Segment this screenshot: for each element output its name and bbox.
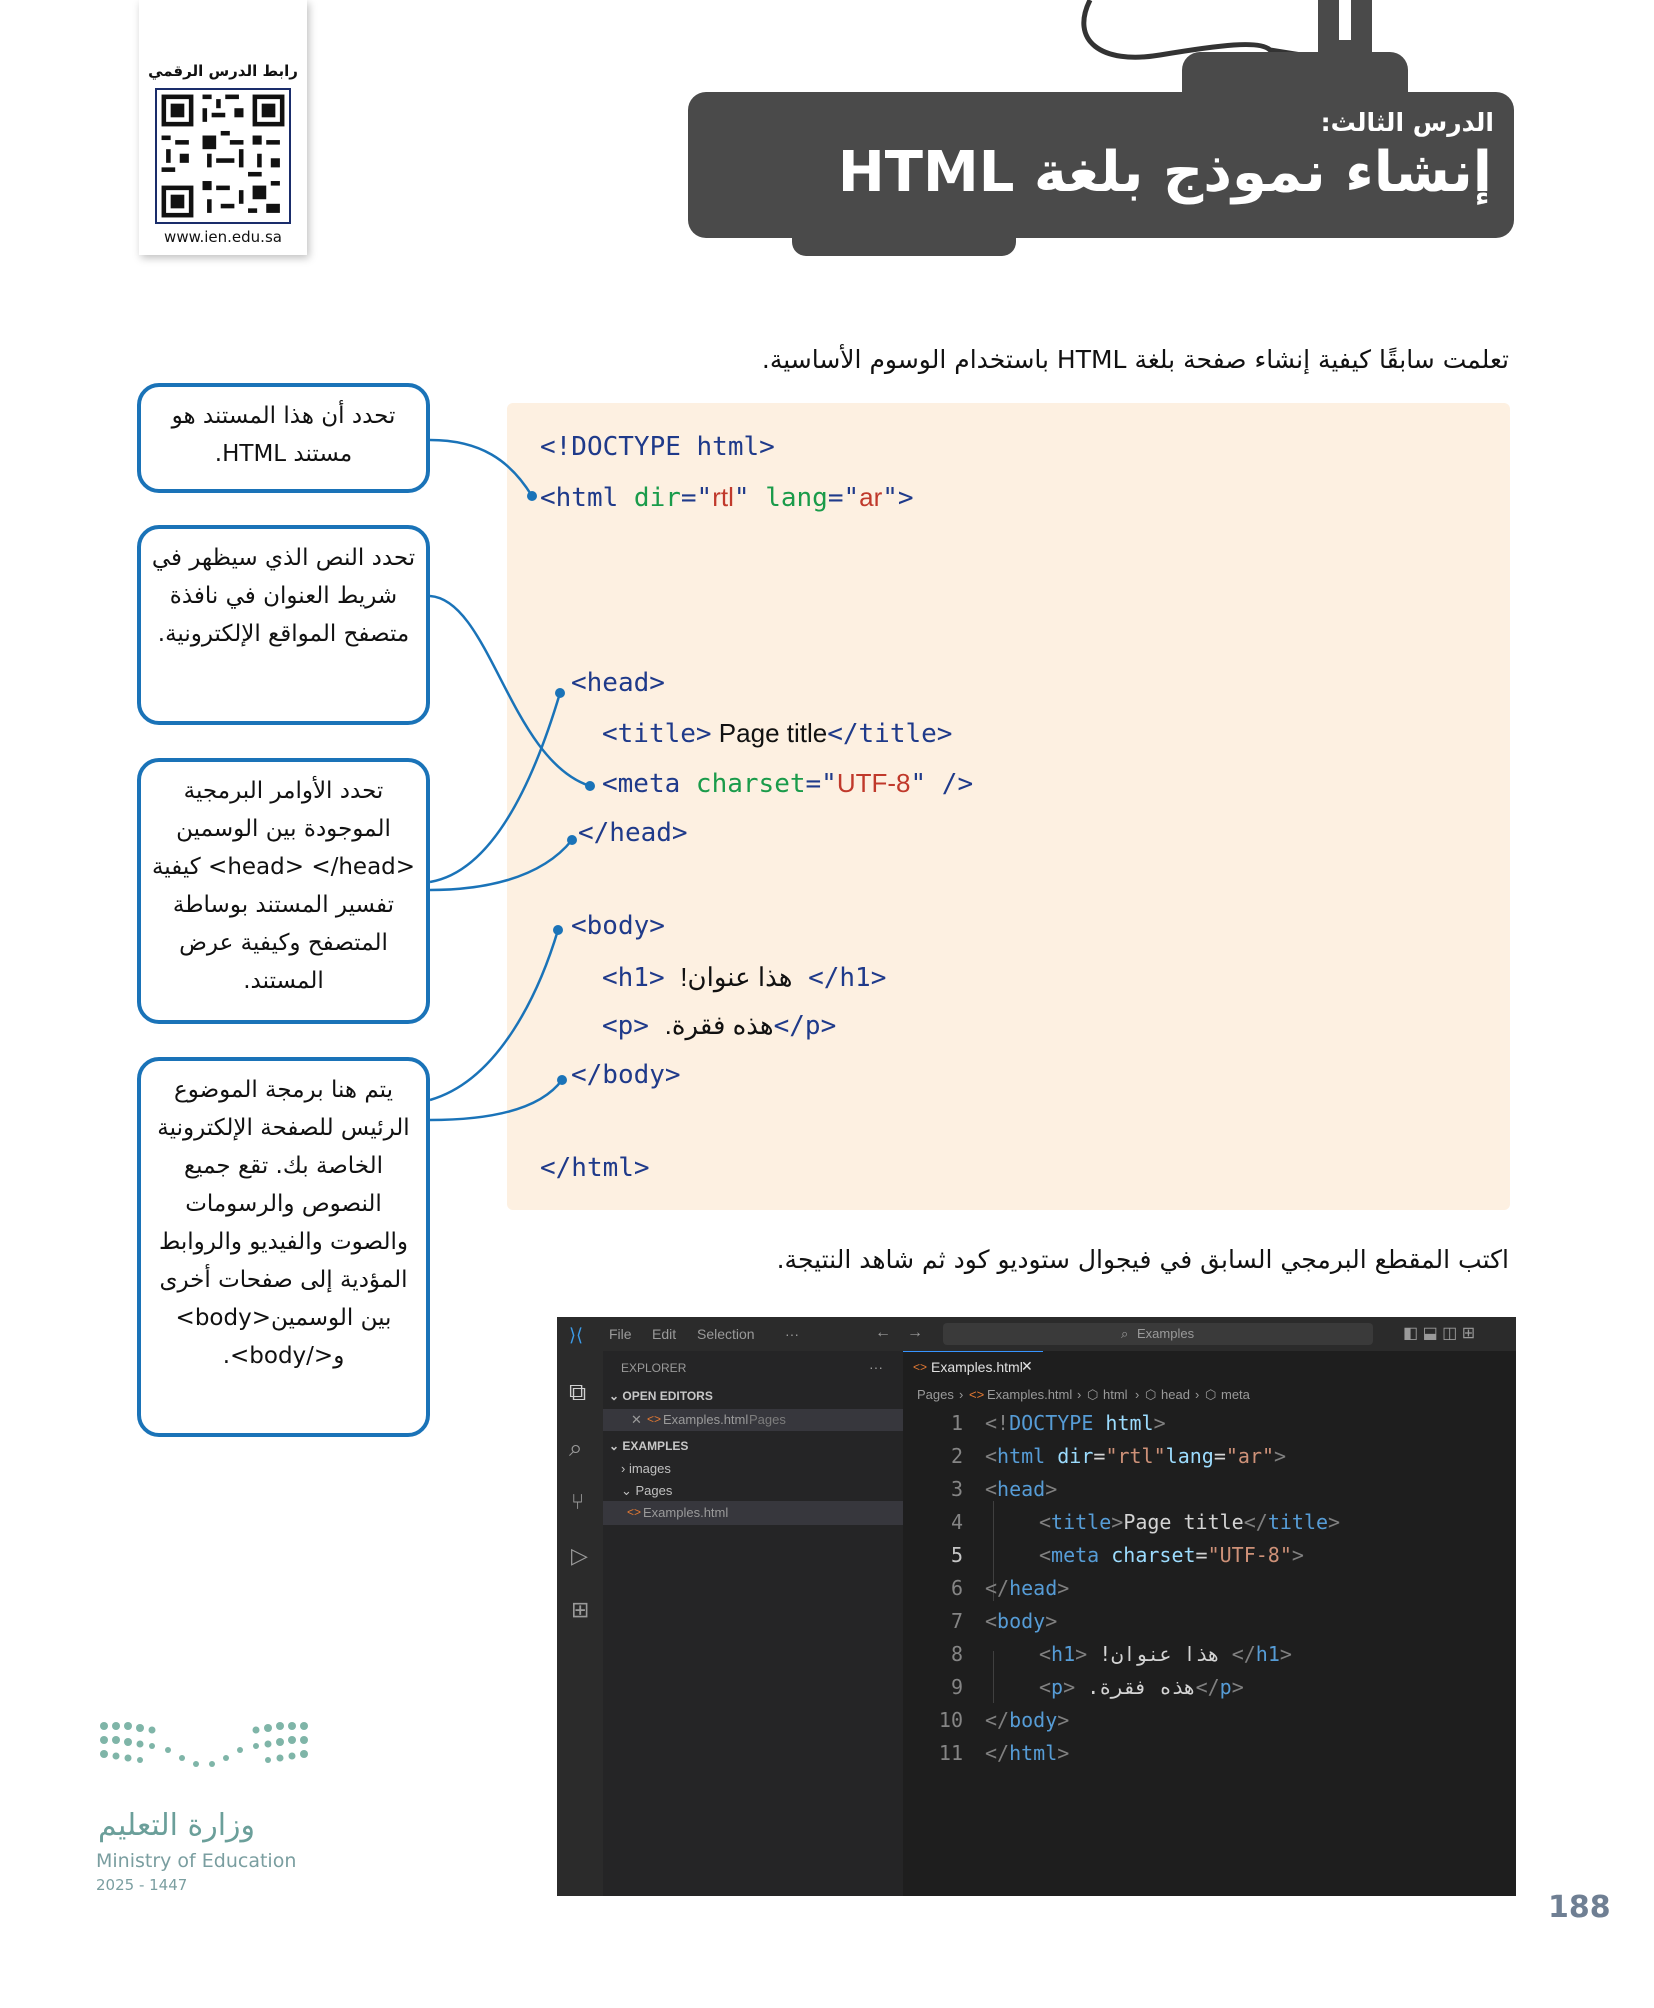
search-sidebar-icon[interactable]: ⌕: [569, 1435, 583, 1462]
menu-selection[interactable]: Selection: [697, 1326, 755, 1342]
breadcrumb-item[interactable]: Pages: [917, 1387, 954, 1402]
open-editor-item[interactable]: [603, 1409, 903, 1431]
forward-arrow-icon[interactable]: →: [907, 1324, 923, 1341]
explorer-icon[interactable]: ⧉: [569, 1379, 587, 1406]
menu-more[interactable]: ···: [785, 1326, 799, 1342]
tab-close-icon[interactable]: ✕: [1021, 1358, 1033, 1374]
element-icon: ⬡: [1145, 1387, 1157, 1402]
menu-file[interactable]: File: [609, 1326, 632, 1342]
code-line-5: <meta charset="UTF-8" />: [602, 768, 974, 799]
html-file-icon: <>: [969, 1387, 985, 1402]
ministry-logo-icon: [98, 1720, 310, 1780]
line-number: 7: [950, 1609, 963, 1633]
vscode-titlebar: [557, 1317, 1516, 1351]
layout-icons[interactable]: ◧ ⬓ ◫ ⊞: [1403, 1325, 1476, 1342]
open-file-folder: Pages: [749, 1412, 786, 1427]
ministry-name-ar: وزارة التعليم: [98, 1808, 256, 1843]
code-line-10: </body>: [571, 1060, 681, 1090]
explorer-more-icon[interactable]: ···: [869, 1359, 883, 1375]
editor-line-1[interactable]: <!DOCTYPE html>: [985, 1411, 1166, 1435]
breadcrumb-sep: ›: [1195, 1387, 1200, 1402]
instruction-text: اكتب المقطع البرمجي السابق في فيجوال ستوديو كود ثم شاهد النتيجة.: [776, 1245, 1509, 1274]
qr-caption: رابط الدرس الرقمي: [148, 62, 298, 80]
search-label: Examples: [1137, 1326, 1195, 1341]
editor-line-3[interactable]: <head>: [985, 1477, 1058, 1501]
explorer-title: EXPLORER: [621, 1361, 687, 1375]
file-examples-item[interactable]: [603, 1501, 903, 1525]
lesson-title: إنشاء نموذج بلغة HTML: [837, 140, 1492, 205]
code-line-8: <h1> !هذا عنوان </h1>: [602, 962, 887, 993]
editor-line-11[interactable]: </html>: [985, 1741, 1070, 1765]
callout-doctype: تحدد أن هذا المستند هو مستند HTML.: [137, 383, 430, 493]
callout-head: تحدد الأوامر البرمجية الموجودة بين الوسمين <head> </head> كيفية تفسير المستند بوساطة المتصفح وكيفية عرض المستند.: [137, 758, 430, 1024]
breadcrumb-sep: ›: [1135, 1387, 1140, 1402]
source-control-icon[interactable]: ⑂: [571, 1489, 585, 1514]
menu-edit[interactable]: Edit: [652, 1326, 677, 1342]
search-icon: ⌕: [1121, 1326, 1129, 1341]
editor-line-5[interactable]: <meta charset="UTF-8">: [1039, 1543, 1304, 1567]
editor-line-10[interactable]: </body>: [985, 1708, 1070, 1732]
file-examples-name: Examples.html: [643, 1505, 729, 1520]
vscode-logo-icon: ⟩⟨: [569, 1325, 584, 1345]
ministry-name-en: Ministry of Education: [96, 1850, 297, 1872]
element-icon: ⬡: [1087, 1387, 1099, 1402]
breadcrumb-item[interactable]: meta: [1221, 1387, 1250, 1402]
code-line-11: </html>: [540, 1153, 650, 1183]
banner-tab: [792, 225, 1016, 256]
open-file-name: Examples.html: [663, 1412, 749, 1427]
element-icon: ⬡: [1205, 1387, 1217, 1402]
code-line-2: <html dir="rtl" lang="ar">: [540, 482, 914, 513]
line-number: 3: [950, 1477, 963, 1501]
open-editors-header[interactable]: ⌄ OPEN EDITORS: [609, 1389, 713, 1403]
breadcrumb-sep: ›: [1077, 1387, 1082, 1402]
page-number: 188: [1548, 1890, 1611, 1925]
code-line-9: <p> .هذه فقرة</p>: [602, 1010, 837, 1041]
code-line-7: <body>: [571, 911, 665, 941]
line-number: 9: [950, 1675, 963, 1699]
editor-line-7[interactable]: <body>: [985, 1609, 1058, 1633]
editor-line-8[interactable]: <h1> !هذا عنوان </h1>: [1039, 1642, 1292, 1666]
editor-line-4[interactable]: <title>Page title</title>: [1039, 1510, 1341, 1534]
code-line-3: <head>: [571, 668, 665, 698]
breadcrumb-item[interactable]: html: [1103, 1387, 1128, 1402]
breadcrumb-item[interactable]: head: [1161, 1387, 1190, 1402]
command-search-input[interactable]: [943, 1323, 1373, 1345]
callout-title: تحدد النص الذي سيظهر في شريط العنوان في نافذة متصفح المواقع الإلكترونية.: [137, 525, 430, 725]
html-file-icon: <>: [647, 1412, 662, 1426]
folder-images[interactable]: › images: [621, 1461, 671, 1476]
line-number: 11: [938, 1741, 963, 1765]
editor-line-9[interactable]: <p> .هذه فقرة</p>: [1039, 1675, 1244, 1699]
breadcrumb-item[interactable]: Examples.html: [987, 1387, 1073, 1402]
qr-card[interactable]: [139, 0, 307, 255]
activity-bar: [557, 1351, 603, 1896]
editor-line-2[interactable]: <html dir="rtl"lang="ar">: [985, 1444, 1287, 1468]
html-file-icon: <>: [627, 1505, 642, 1519]
folder-pages[interactable]: ⌄ Pages: [621, 1483, 673, 1498]
close-icon[interactable]: ✕: [631, 1412, 642, 1427]
back-arrow-icon[interactable]: ←: [875, 1324, 891, 1341]
vscode-window: [557, 1317, 1516, 1896]
callout-body: يتم هنا برمجة الموضوع الرئيس للصفحة الإلكترونية الخاصة بك. تقع جميع النصوص والرسومات والصوت والفيديو والروابط المؤدية إلى صفحات أخرى بين الوسمين<body> و</body>.: [137, 1057, 430, 1437]
breadcrumb-sep: ›: [959, 1387, 964, 1402]
html-file-icon: <>: [913, 1360, 928, 1374]
examples-folder-header[interactable]: ⌄ EXAMPLES: [609, 1439, 689, 1453]
line-number: 6: [950, 1576, 963, 1600]
extensions-icon[interactable]: ⊞: [571, 1597, 590, 1622]
ministry-year: 2025 - 1447: [96, 1876, 188, 1894]
plug-gap: [1339, 0, 1351, 40]
lesson-label: الدرس الثالث:: [1320, 108, 1494, 137]
editor-tab[interactable]: [903, 1351, 1043, 1382]
code-line-6: </head>: [578, 818, 688, 848]
tab-label: Examples.html: [931, 1359, 1023, 1375]
code-line-1: <!DOCTYPE html>: [540, 432, 775, 462]
line-number: 8: [950, 1642, 963, 1666]
line-number: 1: [950, 1411, 963, 1435]
editor-area: [903, 1351, 1516, 1896]
line-number: 10: [938, 1708, 963, 1732]
line-number: 2: [950, 1444, 963, 1468]
code-line-4: <title> Page title</title>: [602, 718, 953, 749]
qr-code-image[interactable]: [155, 88, 291, 224]
explorer-sidebar: [603, 1351, 903, 1896]
line-number: 4: [950, 1510, 963, 1534]
editor-line-6[interactable]: </head>: [985, 1576, 1070, 1600]
line-number: 5: [950, 1543, 963, 1567]
qr-url[interactable]: www.ien.edu.sa: [164, 228, 282, 246]
run-debug-icon[interactable]: ▷: [571, 1543, 588, 1568]
indent-guide: [993, 1651, 994, 1703]
intro-text: تعلمت سابقًا كيفية إنشاء صفحة بلغة HTML باستخدام الوسوم الأساسية.: [761, 345, 1509, 374]
